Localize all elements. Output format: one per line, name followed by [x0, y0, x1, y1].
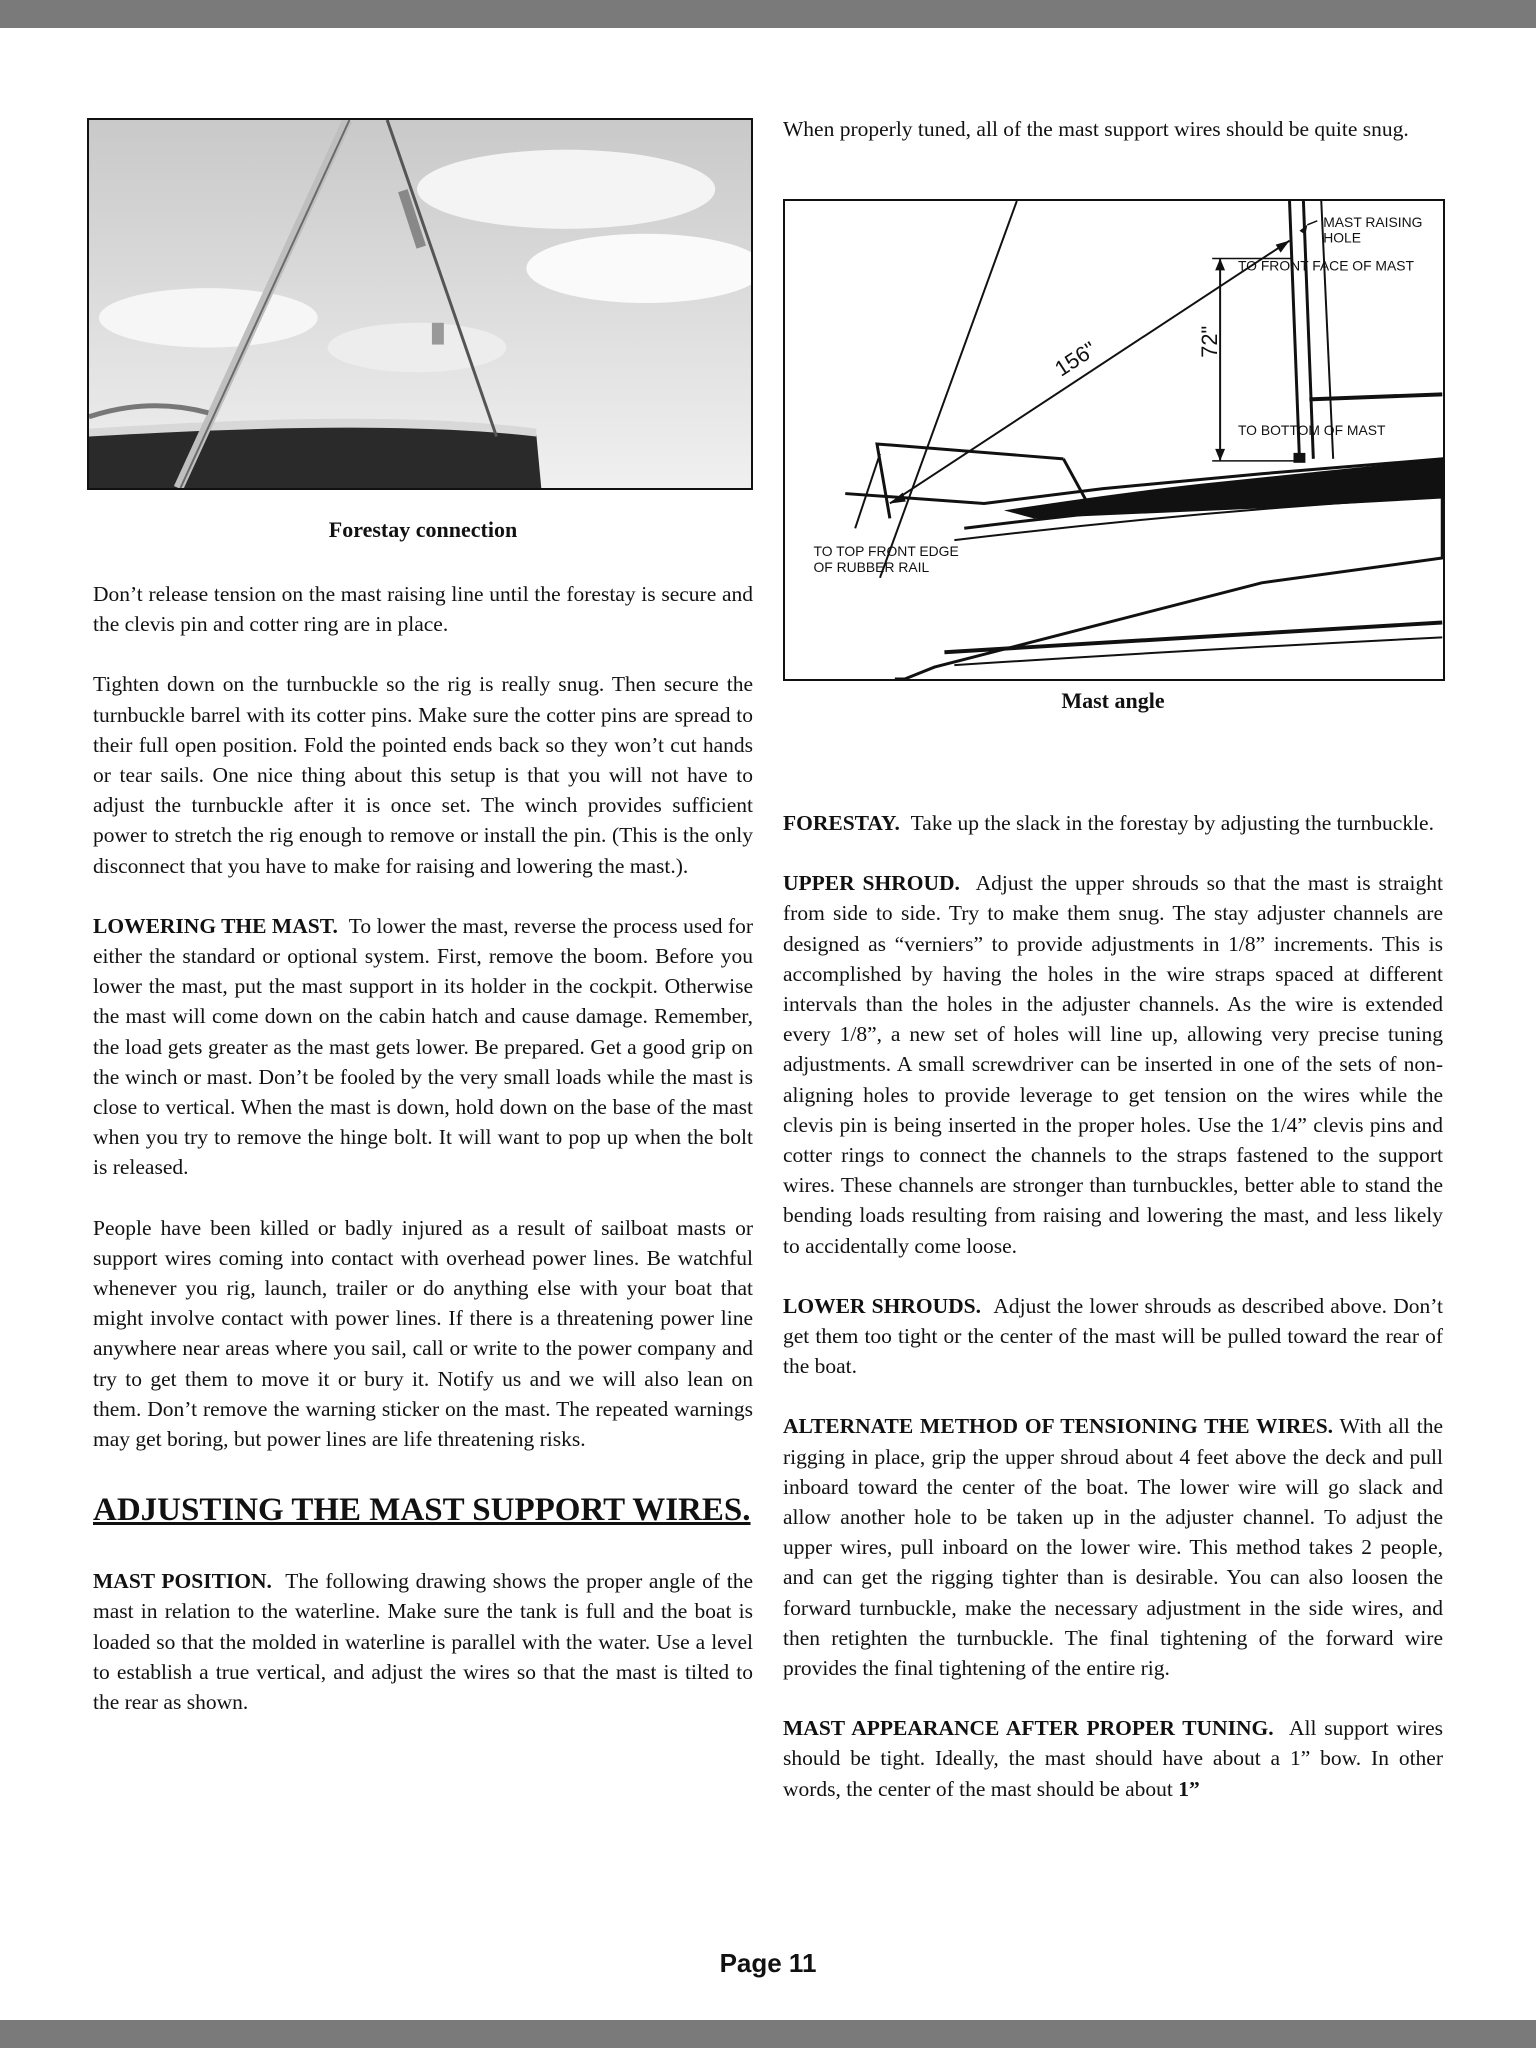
forestay-heading: FORESTAY. — [783, 811, 900, 835]
lowering-mast-text: To lower the mast, reverse the process used for either the standard or optional system. First, remove the boom. Before you lower the mast, put the mast support in its holder in the cockpit. Otherwise the mast will come down on the cabin hatch and cause damage. Remember, the load gets greater as the mast gets lower. Be prepared. Get a good grip on the winch or mast. Don’t be fooled by the very small loads while the mast is close to vertical. When the mast is down, hold down on the base of the mast when you try to remove the hinge bolt. It will want to pop up when the bolt is released. — [93, 913, 753, 1180]
bottom-frame-bar — [0, 2020, 1536, 2048]
upper-shroud-text: Adjust the upper shrouds so that the mast is straight from side to side. Try to make them snug. The stay adjuster channels are designed as “verniers” to provide adjustments in 1/8” increments. This is accomplished by having the holes in the wire straps spaced at different intervals than the holes in the adjuster channels. As the wire is extended every 1/8”, a new set of holes will line up, allowing very precise tuning adjustments. A small screwdriver can be inserted in one of the sets of non-aligning holes to provide leverage to get tension on the wires while the clevis pin is being inserted in the proper holes. Use the 1/4” clevis pins and cotter rings to connect the channels to the straps fastened to the support wires. These channels are stronger than turnbuckles, better able to stand the bending loads resulting from raising and lowering the mast, and less likely to accidentally come loose. — [783, 871, 1443, 1258]
lowering-mast-heading: LOWERING THE MAST. — [93, 913, 338, 938]
page-number: Page 11 — [719, 1948, 817, 1978]
section-heading: ADJUSTING THE MAST SUPPORT WIRES. — [93, 1492, 751, 1529]
label-156: 156" — [1050, 336, 1101, 382]
left-column — [93, 579, 753, 1717]
mast-appearance-end: 1” — [1178, 1776, 1200, 1801]
label-rail-1: TO TOP FRONT EDGE — [813, 543, 959, 560]
top-frame-bar — [0, 0, 1536, 28]
paragraph-mast-appearance — [783, 1713, 1443, 1804]
paragraph-release-tension: Don’t release tension on the mast raising line until the forestay is secure and the clevis pin and cotter ring are in place. — [93, 582, 753, 637]
mast-angle-diagram — [783, 199, 1445, 681]
upper-shroud-heading: UPPER SHROUD. — [783, 871, 960, 896]
mast-appearance-text: All support wires should be tight. Ideally, the mast should have about a 1” bow. In other words, the center of the mast should be about — [783, 1716, 1443, 1801]
mast-position-text: The following drawing shows the proper angle of the mast in relation to the waterline. Make sure the tank is full and the boat is loaded so that the molded in waterline is parallel with the water. Use a level to establish a true vertical, and adjust the wires so that the mast is tilted to the rear as shown. — [93, 1569, 753, 1715]
mast-appearance-heading: MAST APPEARANCE AFTER PROPER TUNING. — [783, 1716, 1274, 1741]
label-rail-2: OF RUBBER RAIL — [813, 558, 930, 575]
paragraph-turnbuckle: Tighten down on the turnbuckle so the rig is really snug. Then secure the turnbuckle barrel with its cotter pins. Make sure the cotter pins are spread to their full open position. Fold the pointed ends back so they won’t cut hands or tear sails. One nice thing about this setup is that you will not have to adjust the turnbuckle after it is once set. The winch provides sufficient power to stretch the rig enough to remove or install the pin. (This is the only disconnect that you have to make for raising and lowering the mast.). — [93, 672, 753, 878]
right-column — [783, 808, 1443, 1804]
right-column-intro — [783, 114, 1443, 144]
paragraph-power-lines: People have been killed or badly injured as a result of sailboat masts or support wires coming into contact with overhead power lines. Be watchful whenever you rig, launch, trailer or do anything else with your boat that might involve contact with power lines. If there is a threatening power line anywhere near areas where you sail, call or write to the power company and try to get them to move it or bury it. Notify us and we will also lean on them. Don’t remove the warning sticker on the mast. The repeated warnings may get boring, but power lines are life threatening risks. — [93, 1215, 753, 1452]
paragraph-alternate-method — [783, 1411, 1443, 1683]
alternate-method-text: With all the rigging in place, grip the upper shroud about 4 feet above the deck and pull inboard toward the center of the boat. The lower wire will go slack and allow another hole to be taken up in the adjuster channel. To adjust the upper wires, pull inboard on the lower wire. This method takes 2 people, and can get the rigging tighter than is desirable. You can also loosen the forward turnbuckle, make the necessary adjustment in the side wires, and then retighten the turnbuckle. The final tightening of the forward wire provides the final tightening of the entire rig. — [783, 1414, 1443, 1681]
photo-caption: Forestay connection — [328, 517, 518, 542]
diagram-caption: Mast angle — [1061, 688, 1165, 713]
paragraph-intro: When properly tuned, all of the mast support wires should be quite snug. — [783, 117, 1409, 141]
label-hole: HOLE — [1323, 229, 1362, 246]
label-bottom-mast: TO BOTTOM OF MAST — [1237, 422, 1386, 439]
paragraph-upper-shroud — [783, 868, 1443, 1261]
label-72: 72" — [1197, 325, 1223, 358]
label-front-face: TO FRONT FACE OF MAST — [1237, 257, 1414, 274]
paragraph-mast-position — [93, 1566, 753, 1717]
lower-shrouds-text: Adjust the lower shrouds as described above. Don’t get them too tight or the center of the mast will be pulled toward the rear of the boat. — [783, 1293, 1443, 1379]
paragraph-forestay — [783, 808, 1443, 838]
mast-position-heading: MAST POSITION. — [93, 1569, 272, 1594]
forestay-photo — [87, 118, 753, 490]
lower-shrouds-heading: LOWER SHROUDS. — [783, 1293, 981, 1318]
forestay-text: Take up the slack in the forestay by adjusting the turnbuckle. — [910, 811, 1434, 835]
label-mast-raising: MAST RAISING — [1323, 213, 1423, 230]
paragraph-lower-shrouds — [783, 1291, 1443, 1382]
paragraph-lowering-mast — [93, 911, 753, 1183]
alternate-method-heading: ALTERNATE METHOD OF TENSIONING THE WIRES. — [783, 1414, 1334, 1439]
